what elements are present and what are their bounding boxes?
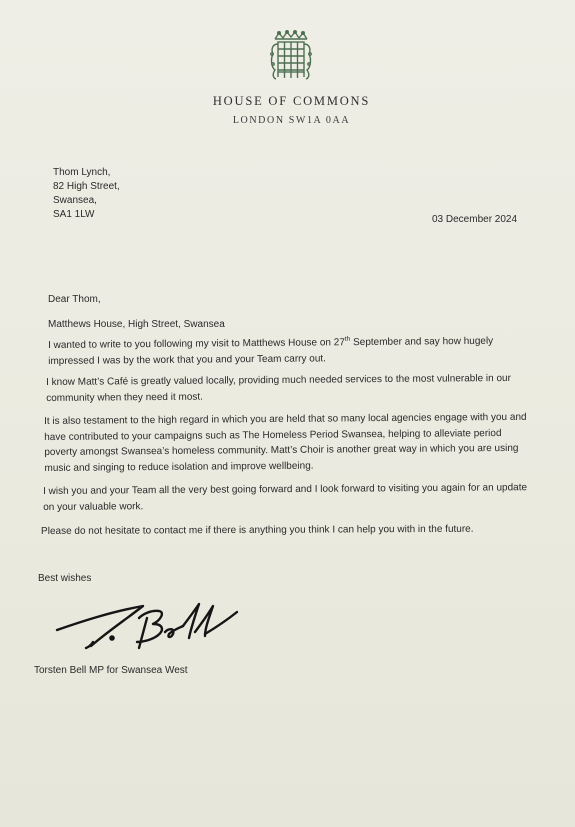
recipient-line: Thom Lynch, [53, 167, 111, 178]
recipient-address [53, 166, 120, 222]
ordinal-suffix: th [344, 335, 351, 343]
letter-date: 03 December 2024 [432, 214, 518, 225]
paragraph-wishes: I wish you and your Team all the very best going forward and I look forward to visiting you again for an update on your valuable work. [43, 482, 528, 513]
letterhead-title: HOUSE OF COMMONS [212, 94, 371, 108]
portcullis-crest-icon [266, 30, 316, 82]
paragraph-contact: Please do not hesitate to contact me if there is anything you think I can help you with in the future. [41, 523, 474, 537]
letterhead-address: LONDON SW1A 0AA [232, 115, 351, 126]
handwritten-signature [55, 598, 245, 652]
recipient-line: 82 High Street, [53, 181, 120, 192]
recipient-line: SA1 1LW [53, 209, 95, 220]
paragraph-visit-end: September and say how hugely impressed I was by the work that you and your Team carry out. [48, 335, 494, 367]
paragraph-cafe: I know Matt’s Café is greatly valued locally, providing much needed services to the most vulnerable in our community when they need it most. [46, 372, 511, 404]
signer-name: Torsten Bell MP for Swansea West [34, 665, 188, 676]
closing: Best wishes [38, 573, 92, 584]
paragraph-visit-start: I wanted to write to you following my visit to Matthews House on 27 [48, 337, 345, 351]
subject-line: Matthews House, High Street, Swansea [48, 319, 225, 330]
recipient-line: Swansea, [53, 195, 97, 206]
paragraph-visit [48, 333, 538, 369]
salutation: Dear Thom, [48, 294, 101, 305]
paragraph-agencies: It is also testament to the high regard in which you are held that so many local agencies engage with you and have contributed to your campaigns such as The Homeless Period Swansea, helping to alleviate period poverty amongst Swansea’s homeless community. Matt’s Choir is another great way in which you are using music and singing to reduce isolation and improve wellbeing. [44, 411, 527, 474]
